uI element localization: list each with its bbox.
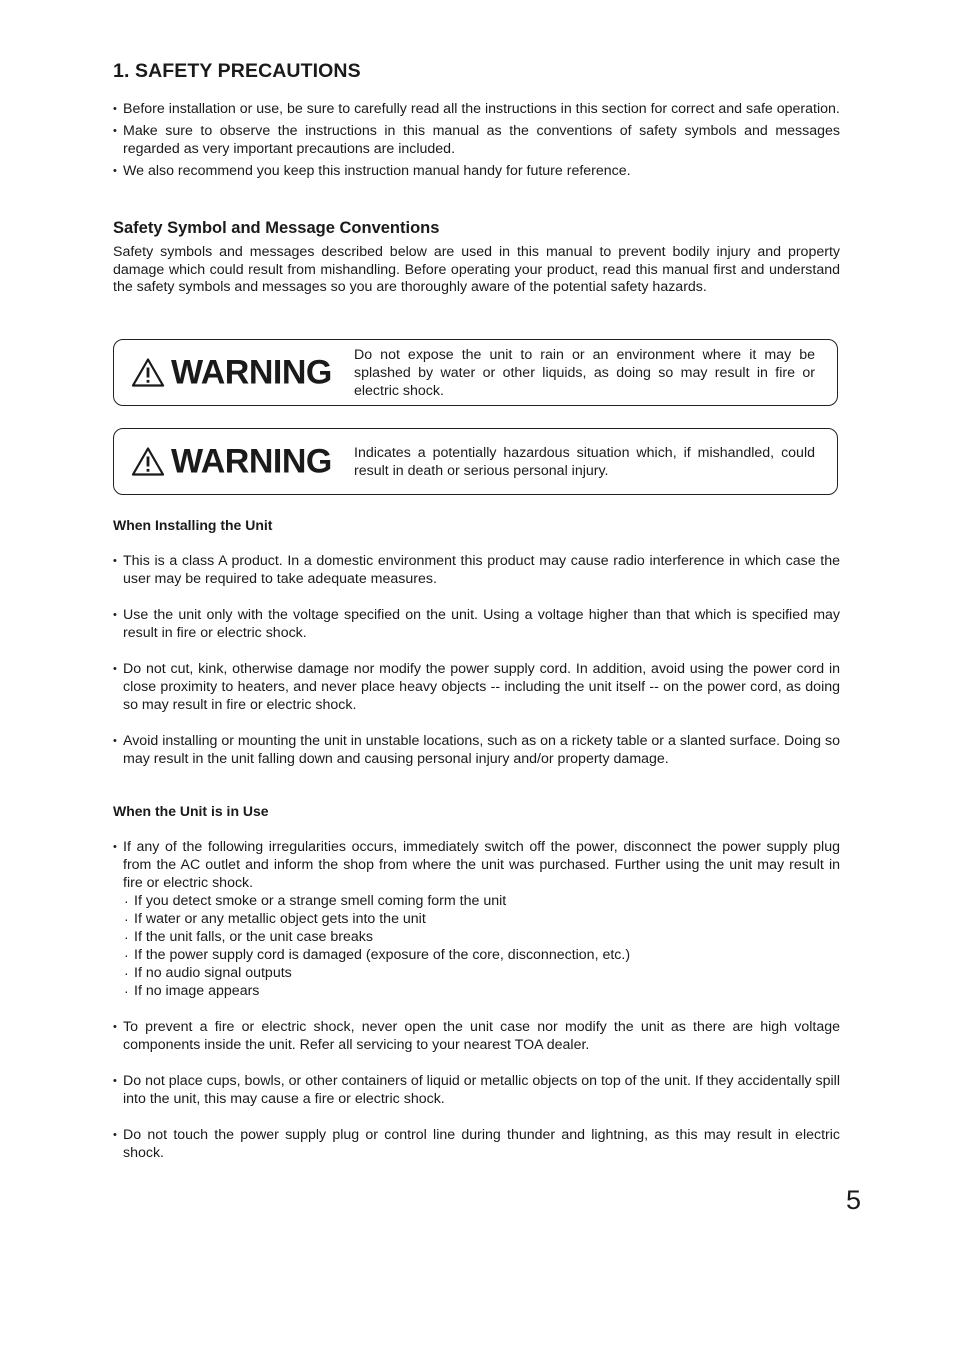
list-item: • Make sure to observe the instructions in this manual as the conventions of safety symbols and messages regarded as very important precautions are included. [113,122,840,158]
list-item: • Avoid installing or mounting the unit in unstable locations, such as on a rickety table or a slanted surface. Doing so may result in the unit falling down and causing personal injury and/or property damage. [113,732,840,768]
warning-triangle-icon [131,358,165,388]
list-item: • We also recommend you keep this instruction manual handy for future reference. [113,162,840,180]
warning-label [131,353,332,392]
section-title: 1. SAFETY PRECAUTIONS [113,60,361,82]
sub-list-item: · If no audio signal outputs [123,964,840,982]
warning-triangle-icon [131,447,165,477]
conventions-heading: Safety Symbol and Message Conventions [113,219,440,237]
sub-list-item: · If the unit falls, or the unit case breaks [123,928,840,946]
sub-list-item: · If no image appears [123,982,840,1000]
irregularities-sub-list [123,892,840,1000]
warning-label [131,442,332,481]
warning-word: WARNING [171,353,332,391]
installing-heading: When Installing the Unit [113,517,273,533]
list-item: • Do not touch the power supply plug or control line during thunder and lightning, as this may result in electric shock. [113,1126,840,1162]
sub-list-item: · If you detect smoke or a strange smell coming form the unit [123,892,840,910]
list-item [113,838,840,1000]
list-item: • To prevent a fire or electric shock, never open the unit case nor modify the unit as there are high voltage components inside the unit. Refer all servicing to your nearest TOA dealer. [113,1018,840,1054]
in-use-heading: When the Unit is in Use [113,803,269,819]
warning-box [113,339,838,406]
installing-bullet-list [113,552,840,786]
list-item: • This is a class A product. In a domestic environment this product may cause radio interference in which case the user may be required to take adequate measures. [113,552,840,588]
warning-box [113,428,838,495]
list-item: • Before installation or use, be sure to carefully read all the instructions in this section for correct and safe operation. [113,100,840,118]
list-item: • Do not cut, kink, otherwise damage nor modify the power supply cord. In addition, avoid using the power cord in close proximity to heaters, and never place heavy objects -- including the unit itself -- on the power cord, as doing so may result in fire or electric shock. [113,660,840,714]
intro-bullet-list [113,100,840,184]
list-item: • Do not place cups, bowls, or other containers of liquid or metallic objects on top of the unit. If they accidentally spill into the unit, this may cause a fire or electric shock. [113,1072,840,1108]
list-item: • Use the unit only with the voltage specified on the unit. Using a voltage higher than that which is specified may result in fire or electric shock. [113,606,840,642]
conventions-paragraph: Safety symbols and messages described below are used in this manual to prevent bodily injury and property damage which could result from mishandling. Before operating your product, read this manual first and understand the safety symbols and messages so you are thoroughly aware of the potential safety hazards. [113,244,840,295]
warning-text: Do not expose the unit to rain or an environment where it may be splashed by water or other liquids, as doing so may result in fire or electric shock. [354,346,815,399]
warning-text: Indicates a potentially hazardous situation which, if mishandled, could result in death or serious personal injury. [354,444,815,479]
in-use-bullet-list [113,838,840,1180]
sub-list-item: · If water or any metallic object gets into the unit [123,910,840,928]
sub-list-item: · If the power supply cord is damaged (exposure of the core, disconnection, etc.) [123,946,840,964]
page-number: 5 [846,1185,862,1215]
list-item-text: If any of the following irregularities occurs, immediately switch off the power, disconnect the power supply plug from the AC outlet and inform the shop from where the unit was purchased. Further using the unit may result in fire or electric shock. [123,839,840,891]
warning-word: WARNING [171,442,332,480]
